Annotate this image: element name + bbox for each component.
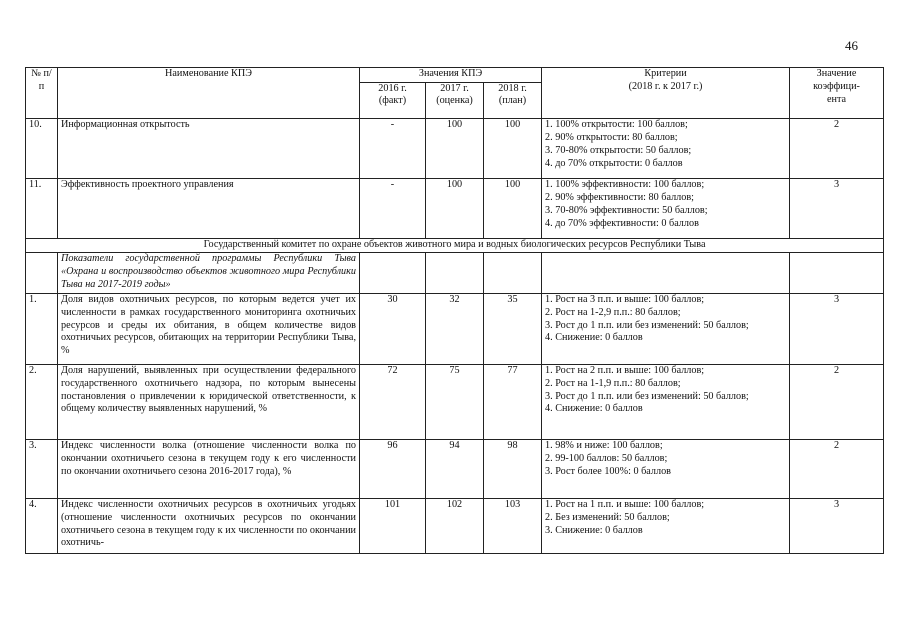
header-name: Наименование КПЭ [58,68,360,119]
header-2018-line-2: (план) [498,95,527,107]
row-coef: 2 [790,364,884,439]
criteria-line: 1. 100% открытости: 100 баллов; [545,119,688,130]
row-num: 11. [26,179,58,239]
row-criteria [542,364,790,439]
row-num: 2. [26,364,58,439]
table-row [26,498,884,553]
table-header-row-1 [26,68,884,83]
criteria-line: 2. Рост на 1-1,9 п.п.: 80 баллов; [545,377,681,389]
row-coef: 3 [790,179,884,239]
header-coef-line-1: Значение [816,68,857,79]
row-coef: 2 [790,439,884,498]
kpe-table [25,67,884,554]
row-value-2016: 72 [360,364,426,439]
criteria-line: 4. до 70% эффективности: 0 баллов [545,217,699,229]
header-values-group: Значения КПЭ [360,68,542,83]
row-value-2017: 32 [426,293,484,364]
table-row [26,364,884,439]
row-name: Индекс численности волка (отношение численности волка по окончании охотничьего сезона в текущем году к его численности по окончании охотничьего сезона 2016-2017 года), % [58,439,360,498]
criteria-line: 1. 100% эффективности: 100 баллов; [545,179,705,190]
table-row [26,179,884,239]
row-name: Индекс численности охотничьих ресурсов в охотничьих угодьях (отношение численности охотничьих ресурсов по окончании охотничьего сезона в текущем году к их численности по окончании охотничь- [58,498,360,553]
row-value-2016: - [360,179,426,239]
criteria-line: 2. 99-100 баллов: 50 баллов; [545,452,668,464]
program-empty [542,252,790,293]
row-name: Эффективность проектного управления [58,179,360,239]
program-row [26,252,884,293]
criteria-line: 3. Снижение: 0 баллов [545,524,643,536]
header-2016-line-2: (факт) [378,95,407,107]
program-empty [426,252,484,293]
criteria-line: 4. Снижение: 0 баллов [545,332,643,344]
header-2016 [360,82,426,118]
row-num: 10. [26,119,58,179]
header-coef-line-3: ента [826,93,847,105]
table-row [26,119,884,179]
row-coef: 3 [790,498,884,553]
header-criteria-line-1: Критерии [644,68,687,79]
header-coef [790,68,884,119]
row-value-2017: 75 [426,364,484,439]
row-value-2017: 100 [426,119,484,179]
row-criteria [542,119,790,179]
criteria-line: 1. Рост на 1 п.п. и выше: 100 баллов; [545,498,705,510]
department-row [26,239,884,253]
table-row [26,293,884,364]
criteria-line: 3. Рост до 1 п.п. или без изменений: 50 баллов; [545,390,749,402]
row-criteria [542,498,790,553]
header-2016-line-1: 2016 г. [378,82,407,94]
row-num: 3. [26,439,58,498]
department-title: Государственный комитет по охране объектов животного мира и водных биологических ресурсов Республики Тыва [26,239,884,253]
row-criteria [542,179,790,239]
row-criteria [542,293,790,364]
header-criteria [542,68,790,119]
row-value-2016: - [360,119,426,179]
criteria-line: 4. до 70% открытости: 0 баллов [545,157,683,169]
program-title: Показатели государственной программы Республики Тыва «Охрана и воспроизводство объектов животного мира Республики Тыва на 2017-2019 годы» [58,252,360,293]
criteria-line: 3. Рост более 100%: 0 баллов [545,465,671,477]
criteria-line: 1. Рост на 2 п.п. и выше: 100 баллов; [545,364,705,376]
row-value-2018: 77 [484,364,542,439]
criteria-line: 2. 90% эффективности: 80 баллов; [545,191,694,203]
row-value-2016: 30 [360,293,426,364]
header-2017 [426,82,484,118]
row-value-2018: 100 [484,119,542,179]
row-value-2017: 94 [426,439,484,498]
row-name: Доля нарушений, выявленных при осуществлении федерального государственного охотничьего надзора, по которым вынесены постановления о привлечении к юридической ответственности, к общему количеству выявленных нарушений, % [58,364,360,439]
header-2017-line-2: (оценка) [436,95,473,107]
header-coef-line-2: коэффици- [813,80,860,92]
header-criteria-line-2: (2018 г. к 2017 г.) [628,80,703,92]
criteria-line: 3. 70-80% эффективности: 50 баллов; [545,204,708,216]
program-empty [790,252,884,293]
header-2018-line-1: 2018 г. [498,82,527,94]
header-2018 [484,82,542,118]
table-row [26,439,884,498]
row-value-2017: 102 [426,498,484,553]
program-num [26,252,58,293]
row-name: Доля видов охотничьих ресурсов, по которым ведется учет их численности в рамках государственного мониторинга охотничьих ресурсов и среды их обитания, в общем количестве видов охотничьих ресурсов, обитающих на территории Республики Тыва, % [58,293,360,364]
criteria-line: 4. Снижение: 0 баллов [545,403,643,415]
row-num: 1. [26,293,58,364]
row-name: Информационная открытость [58,119,360,179]
page-number: 46 [845,38,858,53]
row-criteria [542,439,790,498]
criteria-line: 1. Рост на 3 п.п. и выше: 100 баллов; [545,293,705,305]
row-value-2018: 98 [484,439,542,498]
row-value-2017: 100 [426,179,484,239]
row-coef: 3 [790,293,884,364]
criteria-line: 2. 90% открытости: 80 баллов; [545,131,678,143]
row-value-2018: 103 [484,498,542,553]
criteria-line: 3. Рост до 1 п.п. или без изменений: 50 баллов; [545,319,749,331]
row-value-2018: 35 [484,293,542,364]
program-empty [484,252,542,293]
row-num: 4. [26,498,58,553]
criteria-line: 1. 98% и ниже: 100 баллов; [545,439,663,451]
row-coef: 2 [790,119,884,179]
row-value-2016: 96 [360,439,426,498]
row-value-2016: 101 [360,498,426,553]
header-2017-line-1: 2017 г. [440,82,469,94]
program-empty [360,252,426,293]
criteria-line: 2. Без изменений: 50 баллов; [545,511,670,523]
header-num: № п/п [26,68,58,119]
criteria-line: 3. 70-80% открытости: 50 баллов; [545,144,692,156]
row-value-2018: 100 [484,179,542,239]
criteria-line: 2. Рост на 1-2,9 п.п.: 80 баллов; [545,306,681,318]
